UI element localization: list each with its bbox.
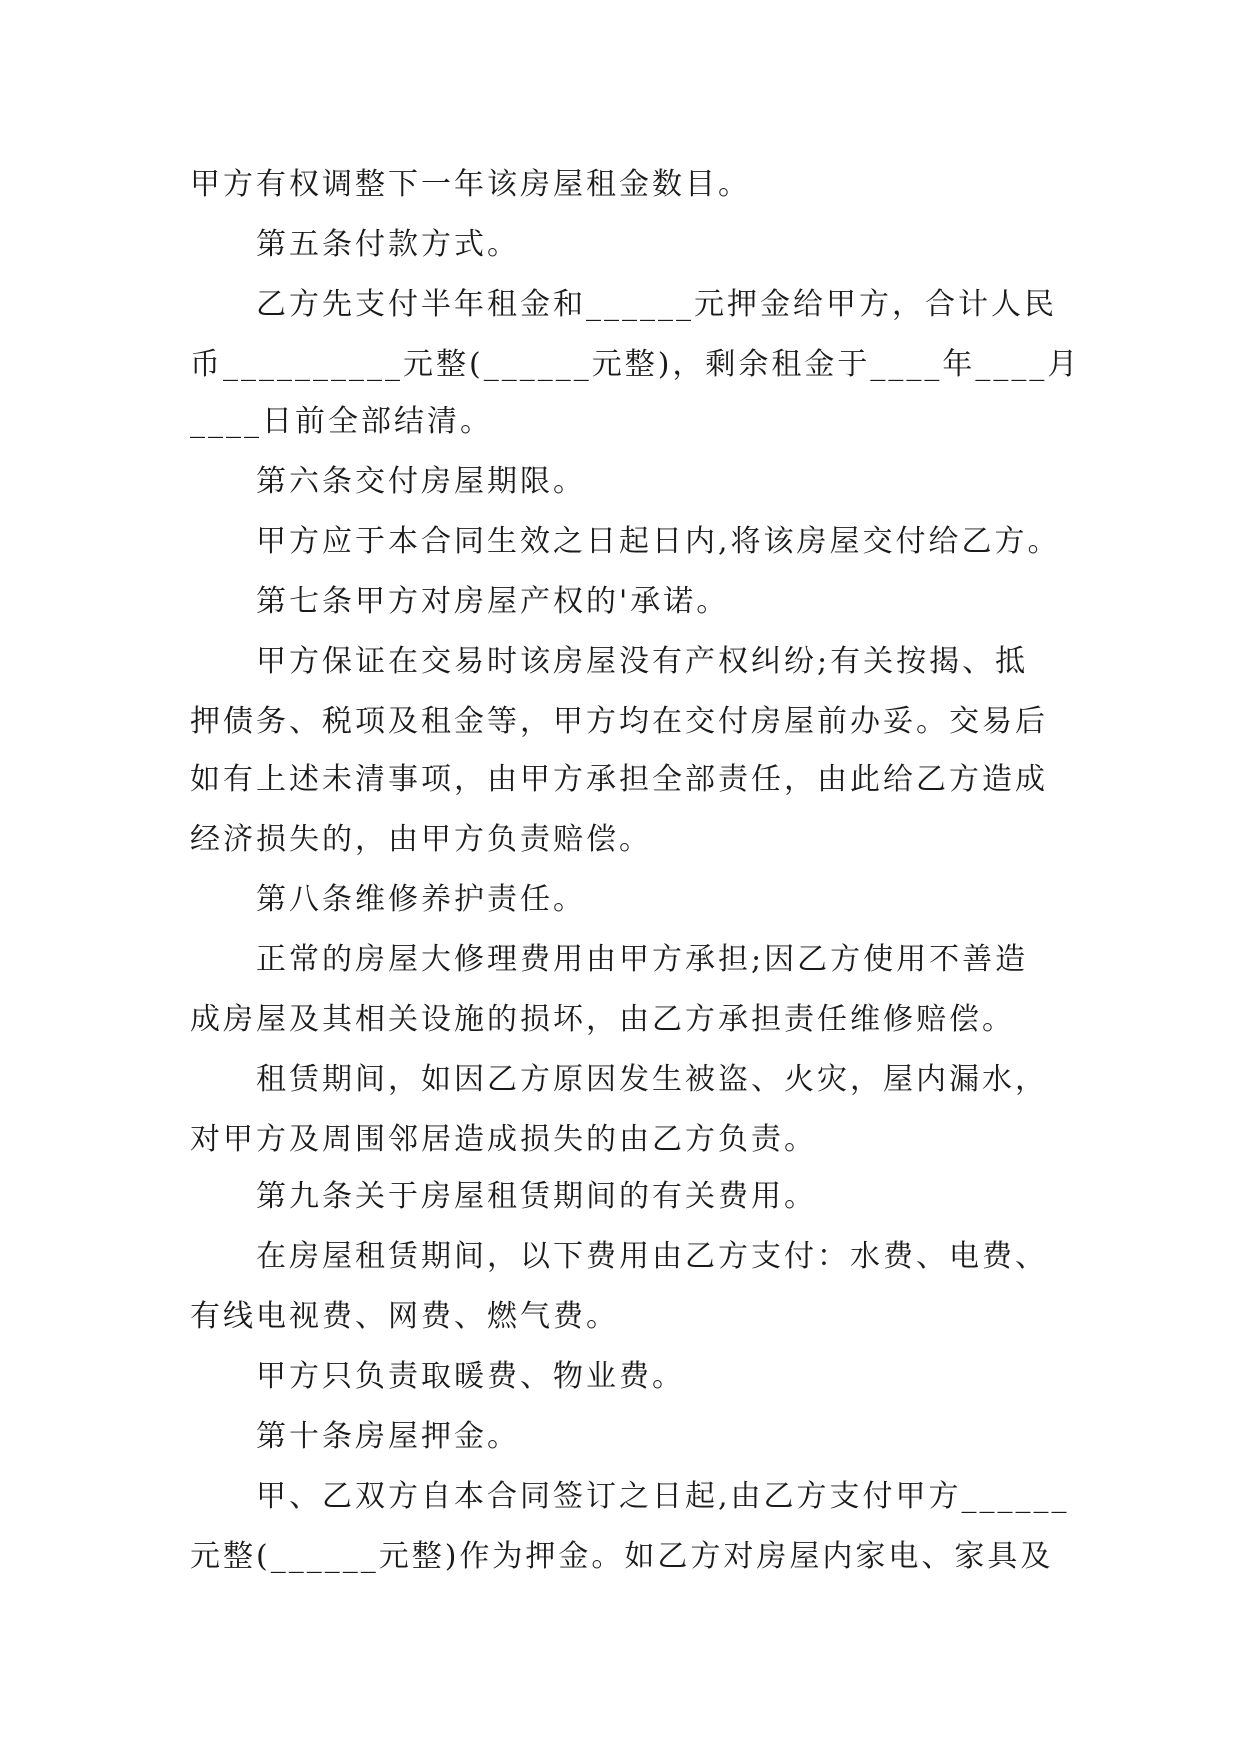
text-line: 甲方应于本合同生效之日起日内,将该房屋交付给乙方。 [256,524,1061,559]
section-heading: 第六条交付房屋期限。 [256,464,586,499]
text-line: 元整(______元整)作为押金。如乙方对房屋内家电、家具及 [190,1539,1054,1574]
section-heading: 第十条房屋押金。 [256,1419,520,1454]
text-line: 正常的房屋大修理费用由甲方承担;因乙方使用不善造 [256,942,1029,977]
text-line: 对甲方及周围邻居造成损失的由乙方负责。 [190,1122,817,1157]
text-line: 在房屋租赁期间，以下费用由乙方支付：水费、电费、 [256,1239,1048,1274]
text-line: 甲、乙双方自本合同签订之日起,由乙方支付甲方______ [256,1479,1070,1514]
text-line: 租赁期间，如因乙方原因发生被盗、火灾，屋内漏水， [256,1062,1048,1097]
section-heading: 第八条维修养护责任。 [256,882,586,917]
section-heading: 第五条付款方式。 [256,227,520,262]
text-line: 甲方有权调整下一年该房屋租金数目。 [190,167,751,202]
section-heading: 第七条甲方对房屋产权的'承诺。 [256,584,730,619]
text-line: 经济损失的，由甲方负责赔偿。 [190,822,652,857]
text-line: 有线电视费、网费、燃气费。 [190,1299,619,1334]
section-heading: 第九条关于房屋租赁期间的有关费用。 [256,1179,817,1214]
text-line: 如有上述未清事项，由甲方承担全部责任，由此给乙方造成 [190,762,1048,797]
text-line: 乙方先支付半年租金和______元押金给甲方，合计人民 [256,287,1057,322]
text-line: 甲方保证在交易时该房屋没有产权纠纷;有关按揭、抵 [256,644,1029,679]
text-line: 押债务、税项及租金等，甲方均在交付房屋前办妥。交易后 [190,704,1048,739]
text-line: 成房屋及其相关设施的损坏，由乙方承担责任维修赔偿。 [190,1002,1015,1037]
text-line: ____日前全部结清。 [190,404,493,439]
text-line: 甲方只负责取暖费、物业费。 [256,1359,685,1394]
text-line: 币__________元整(______元整)，剩余租金于____年____月 [190,347,1081,382]
